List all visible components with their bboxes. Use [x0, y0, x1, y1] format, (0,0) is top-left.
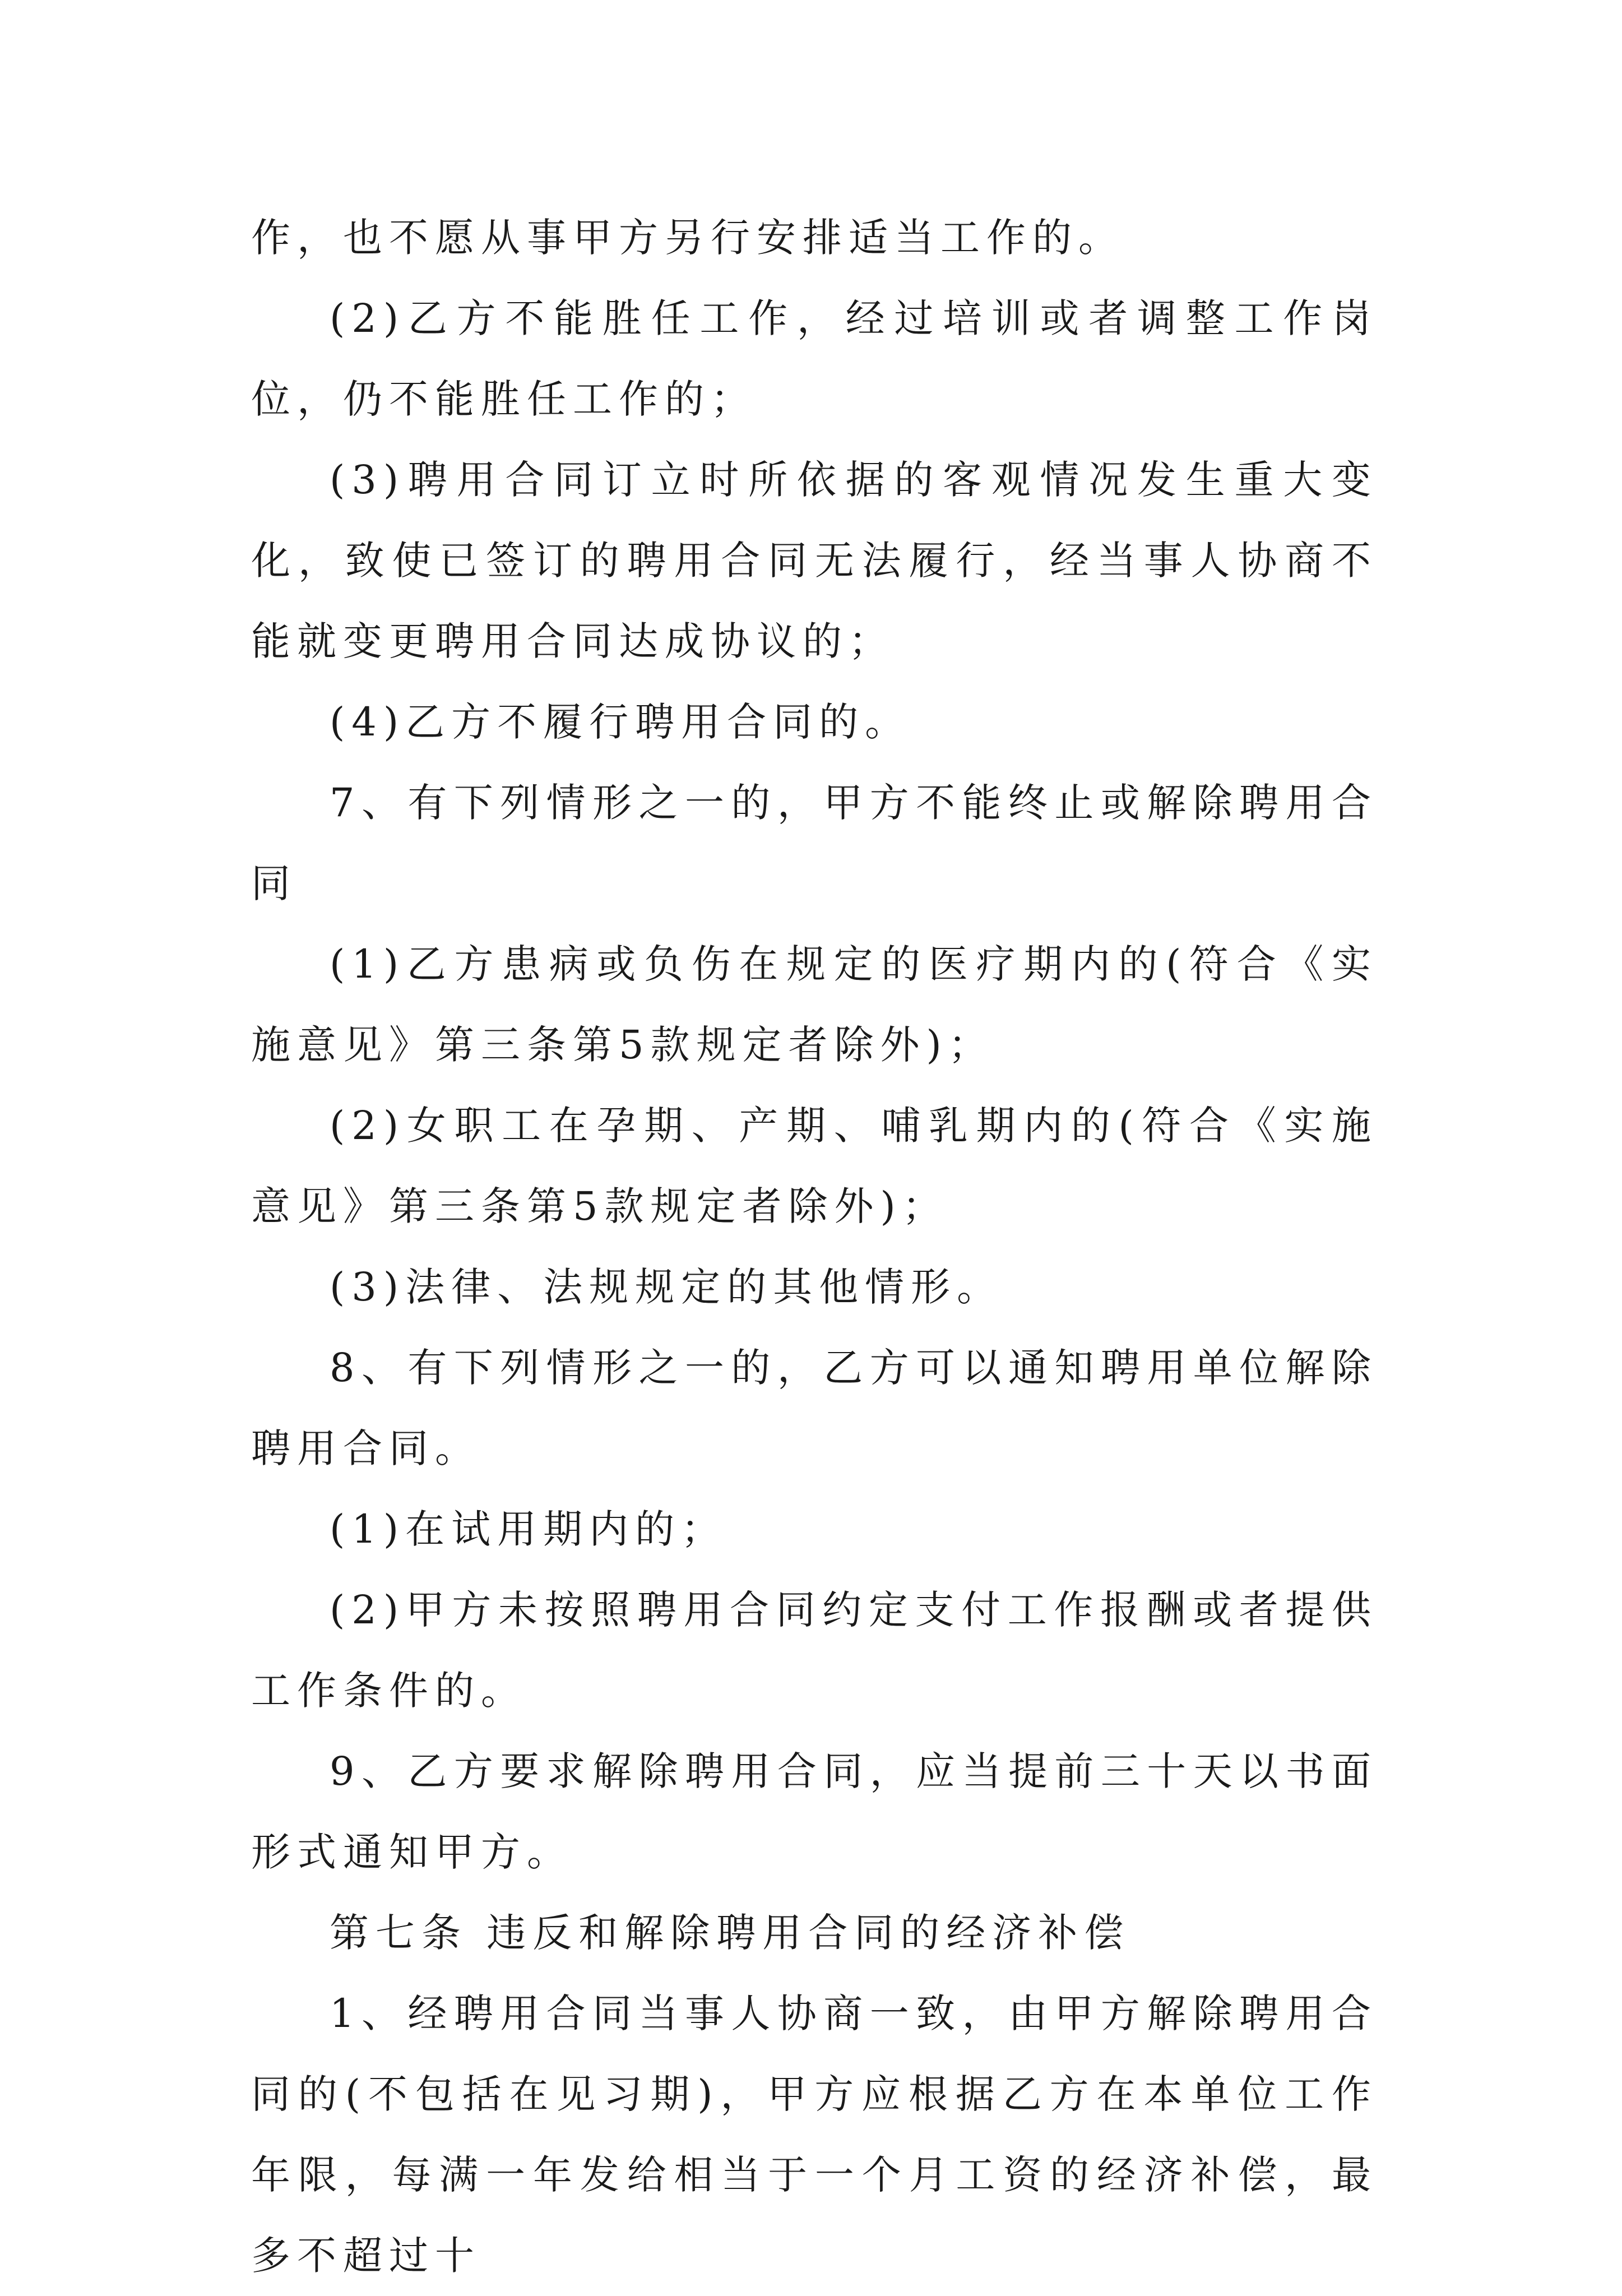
paragraph-clause-7: 7、有下列情形之一的，甲方不能终止或解除聘用合同	[251, 780, 1378, 906]
paragraph-clause-9: 9、乙方要求解除聘用合同，应当提前三十天以书面形式通知甲方。	[251, 1748, 1378, 1875]
paragraph-article-7-clause-1: 1、经聘用合同当事人协商一致，由甲方解除聘用合同的(不包括在见习期)，甲方应根据乙方在本单位工作年限，每满一年发给相当于一个月工资的经济补偿，最多不超过十	[251, 1991, 1378, 2279]
paragraph-item-2: (2)乙方不能胜任工作，经过培训或者调整工作岗位，仍不能胜任工作的；	[251, 295, 1378, 422]
paragraph-item-3: (3)聘用合同订立时所依据的客观情况发生重大变化，致使已签订的聘用合同无法履行，经当事人协商不能就变更聘用合同达成协议的；	[251, 457, 1378, 664]
section-heading-article-7: 第七条 违反和解除聘用合同的经济补偿	[330, 1910, 1130, 1956]
paragraph-clause-7-item-2: (2)女职工在孕期、产期、哺乳期内的(符合《实施意见》第三条第5款规定者除外)；	[251, 1103, 1378, 1229]
paragraph-item-4: (4)乙方不履行聘用合同的。	[330, 699, 911, 745]
paragraph-clause-7-item-1: (1)乙方患病或负伤在规定的医疗期内的(符合《实施意见》第三条第5款规定者除外)；	[251, 941, 1378, 1068]
paragraph-clause-7-item-3: (3)法律、法规规定的其他情形。	[330, 1264, 1003, 1310]
paragraph-clause-8-item-2: (2)甲方未按照聘用合同约定支付工作报酬或者提供工作条件的。	[251, 1587, 1378, 1714]
paragraph-clause-8: 8、有下列情形之一的，乙方可以通知聘用单位解除聘用合同。	[251, 1345, 1378, 1471]
paragraph-continued: 作，也不愿从事甲方另行安排适当工作的。	[251, 215, 1124, 261]
document-body	[251, 197, 1378, 2296]
paragraph-clause-8-item-1: (1)在试用期内的；	[330, 1506, 727, 1552]
